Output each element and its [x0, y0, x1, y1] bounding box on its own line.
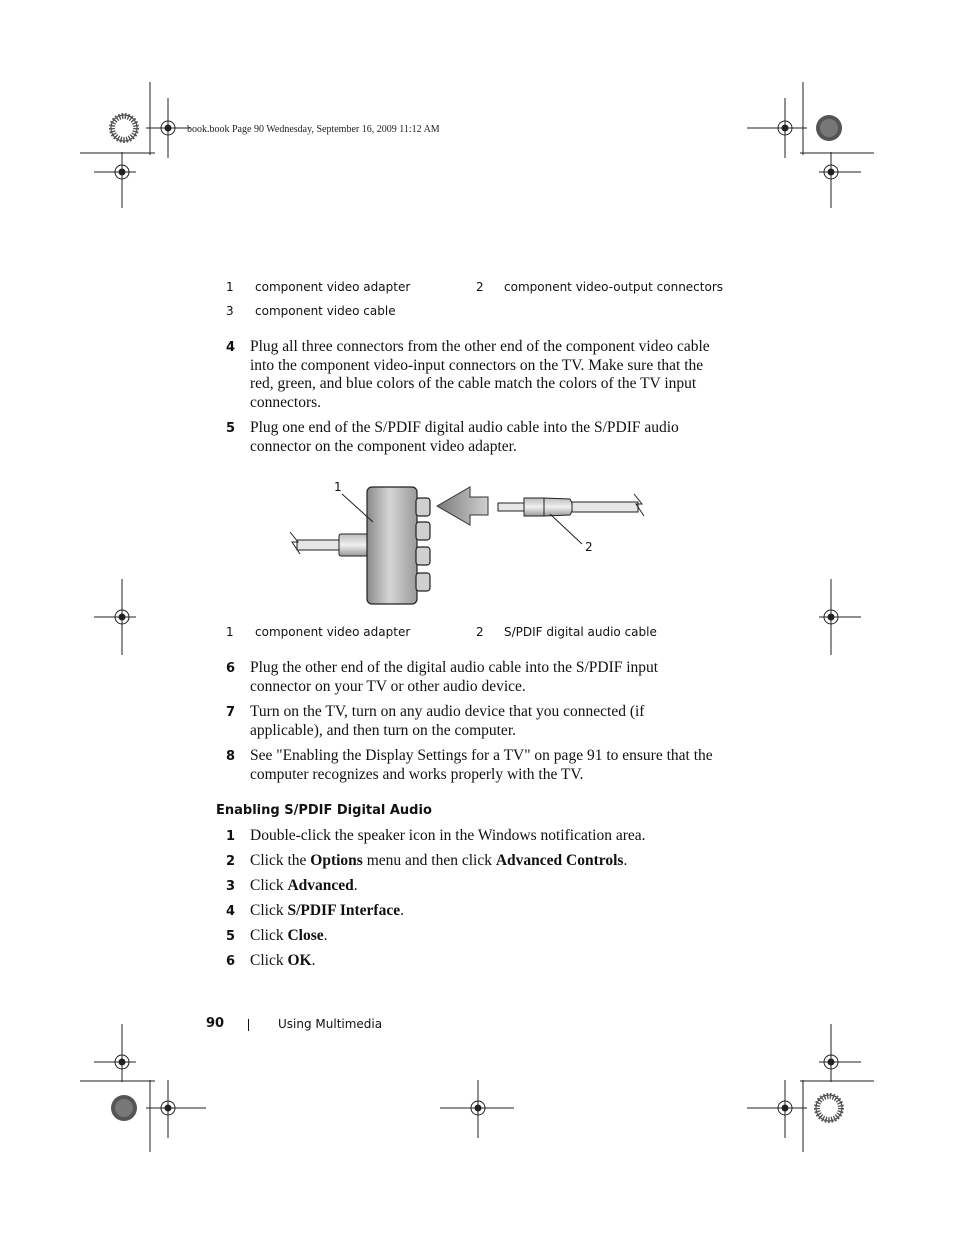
legend-label: component video adapter	[255, 280, 411, 294]
legend-label: component video-output connectors	[504, 280, 724, 294]
step-text	[250, 419, 720, 456]
ui-term-options-menu: Options	[310, 852, 363, 869]
ui-term-advanced-controls: Advanced Controls	[495, 852, 624, 869]
step-number: 5	[226, 421, 236, 436]
step-item	[226, 703, 726, 741]
step-item	[226, 659, 726, 697]
ui-term-ok: OK	[287, 952, 312, 969]
ui-term-advanced: Advanced	[287, 877, 354, 894]
step-number: 5	[226, 929, 236, 944]
step-text	[250, 952, 720, 971]
step-line: connector on the component video adapter.	[250, 437, 517, 455]
step-text-part: .	[323, 927, 328, 944]
step-line: computer recognizes and works properly with the TV.	[250, 765, 584, 783]
step-text-part: .	[311, 952, 316, 969]
step-text	[250, 852, 720, 871]
step-number: 2	[226, 854, 236, 869]
legend-label: S/PDIF digital audio cable	[504, 625, 657, 639]
legend-num: 1	[226, 625, 234, 639]
step-text-part: .	[353, 877, 358, 894]
print-header: book.book Page 90 Wednesday, September 16, 2009 11:12 AM	[187, 124, 440, 135]
ui-term-spdif-interface: S/PDIF Interface	[287, 902, 401, 919]
step-text-part: menu and then click	[362, 852, 496, 869]
legend-label: component video adapter	[255, 625, 411, 639]
step-text-part: Double-click the speaker icon in the Windows notification area.	[250, 827, 646, 844]
step-number: 6	[226, 661, 236, 676]
step-text	[250, 927, 720, 946]
ui-term-close: Close	[287, 927, 324, 944]
legend-num: 2	[476, 280, 484, 294]
step-text	[250, 703, 720, 740]
step-item	[226, 338, 726, 414]
step-text	[250, 877, 720, 896]
step-line: Plug one end of the S/PDIF digital audio cable into the S/PDIF audio	[250, 419, 679, 436]
step-line: into the component video-input connectors on the TV. Make sure that the	[250, 356, 704, 374]
step-line: Plug the other end of the digital audio cable into the S/PDIF input	[250, 659, 659, 676]
step-line: connectors.	[250, 394, 322, 412]
step-item	[226, 827, 726, 847]
footer-section-title: Using Multimedia	[278, 1017, 383, 1031]
page-number: 90	[206, 1016, 225, 1031]
step-item	[226, 902, 726, 922]
step-text-part: Click the	[250, 852, 311, 869]
step-text-part: .	[623, 852, 628, 869]
step-text	[250, 338, 720, 413]
step-item	[226, 747, 726, 785]
callout-label: 1	[334, 480, 342, 494]
legend-num: 2	[476, 625, 484, 639]
step-number: 8	[226, 749, 236, 764]
step-number: 3	[226, 879, 236, 894]
step-item	[226, 927, 726, 947]
step-line: Turn on the TV, turn on any audio device that you connected (if	[250, 703, 645, 720]
step-number: 4	[226, 340, 236, 355]
step-text-part: Click	[250, 952, 288, 969]
step-number: 1	[226, 829, 236, 844]
step-text-part: Click	[250, 902, 288, 919]
legend-num: 1	[226, 280, 234, 294]
step-line: applicable), and then turn on the computer.	[250, 721, 516, 739]
section-heading: Enabling S/PDIF Digital Audio	[216, 803, 432, 818]
step-line: connector on your TV or other audio device.	[250, 677, 526, 695]
step-number: 7	[226, 705, 236, 720]
step-text	[250, 827, 720, 846]
step-line: Plug all three connectors from the other end of the component video cable	[250, 338, 710, 355]
step-text-part: Click	[250, 927, 288, 944]
step-item	[226, 852, 726, 872]
step-line: See "Enabling the Display Settings for a TV" on page 91 to ensure that the	[250, 747, 713, 764]
step-number: 4	[226, 904, 236, 919]
legend-num: 3	[226, 304, 234, 318]
step-text	[250, 659, 720, 696]
step-text	[250, 902, 720, 921]
callout-label: 2	[585, 540, 593, 554]
step-text-part: Click	[250, 877, 288, 894]
step-line: red, green, and blue colors of the cable match the colors of the TV input	[250, 375, 697, 393]
step-text-part: .	[400, 902, 404, 919]
step-number: 6	[226, 954, 236, 969]
step-item	[226, 877, 726, 897]
step-item	[226, 419, 726, 457]
step-item	[226, 952, 726, 972]
legend-label: component video cable	[255, 304, 396, 318]
step-text	[250, 747, 720, 784]
footer-divider	[248, 1019, 249, 1031]
